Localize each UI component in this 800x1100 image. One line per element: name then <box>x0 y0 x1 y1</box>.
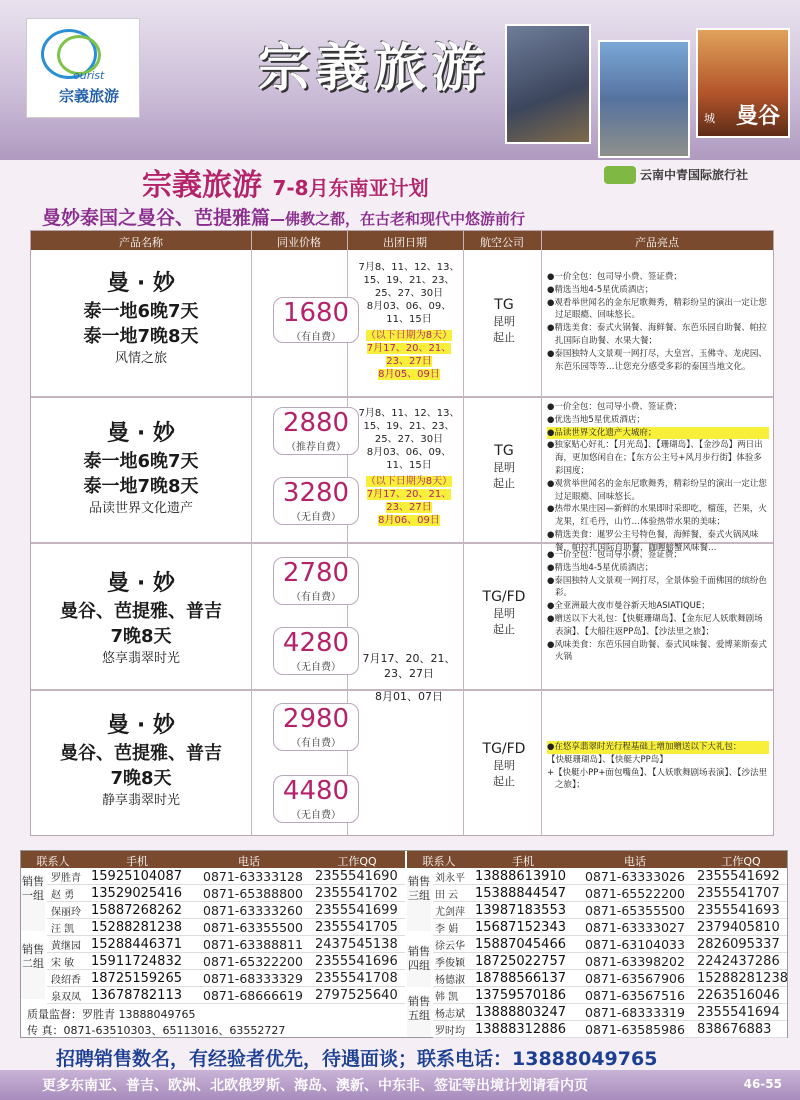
product-1-name: 曼 · 妙 泰一地6晚7天 泰一地7晚8天 风情之旅 <box>83 271 199 366</box>
group-label: 销售一组 <box>21 875 45 931</box>
company-logo <box>26 18 140 118</box>
product-4-features: ●在悠享翡翠时光行程基础上增加赠送以下大礼包： 【快艇珊瑚岛】、【快艇大PP岛】 +【快艇小PP+面包嘴鱼】、【人妖歌舞剧场表演】、【沙法里之旅】； <box>547 742 767 791</box>
product-3-features: ●一价全包：包司导小费、签证费； ●精选当地4-5星优质酒店； ●泰国独特人文景观一网打尽，全景体验千面佛国的缤纷色彩。 ●全亚洲最大夜市曼谷新天地ASIATIQUE； ●赠送以下大礼包：【快艇珊瑚岛】、【金东尼人妖歌舞剧场表演】、【大船往返PP岛】、【沙法里之旅】； ●风味美食：东芭乐园自助餐、泰式风味餐、爱博莱斯泰式火锅 <box>547 550 767 663</box>
logo-en-text: ourist <box>73 69 105 82</box>
col-price: 同业价格 <box>277 236 321 249</box>
contact-table <box>20 850 788 1038</box>
shared-dates: 7月17、20、21、 23、27日 8月01、07日 <box>362 652 456 703</box>
page-number: 46-55 <box>743 1077 782 1091</box>
agency-name: 云南中青国际旅行社 <box>640 168 749 182</box>
table-row: 杨志斌 13888803247 0871-68333319 2355541694 <box>433 1004 787 1021</box>
city-small-label: 城 <box>704 112 715 125</box>
quality-supervisor: 质量监督：罗胜青 13888049765 <box>27 1008 196 1021</box>
table-row: 泉双凤 13678782113 0871-68666619 2797525640 <box>47 987 405 1004</box>
product-3-airline: TG/FD 昆明 起止 <box>482 589 526 636</box>
bangkok-photo <box>696 28 790 138</box>
group-label: 销售三组 <box>407 875 431 931</box>
product-4-airline: TG/FD 昆明 起止 <box>482 741 526 788</box>
table-row: 汪 凯 15288281238 0871-63355500 2355541705 <box>47 919 405 936</box>
table-row: 季俊颖 18725022757 0871-63398202 2242437286 <box>433 953 787 970</box>
product-1-dates: 7月8、11、12、13、 15、19、21、23、 25、27、30日 8月03、06、09、 11、15日 （以下日期为8天） 7月17、20、21、 23、27日 8月05、09日 <box>358 262 460 380</box>
col-features: 产品亮点 <box>635 236 679 249</box>
more-info-text: 更多东南亚、普吉、欧洲、北欧俄罗斯、海岛、澳新、中东非、签证等出境计划请看内页 <box>42 1078 588 1094</box>
singapore-photo <box>598 40 690 158</box>
product-3-price-b: 4280 （无自费） <box>273 627 359 675</box>
table-header <box>31 231 773 250</box>
table-row: 宋 敏 15911724832 0871-65322200 2355541696 <box>47 953 405 970</box>
product-4-price-b: 4480 （无自费） <box>273 775 359 823</box>
brand-title: 宗義旅游 <box>258 39 491 99</box>
table-row: 杨德淑 18788566137 0871-63567906 15288281238 <box>435 971 788 986</box>
contacts-right <box>407 851 788 1037</box>
product-2-price-a: 2880 （推荐自费） <box>273 407 359 455</box>
table-row: 罗胜青 15925104087 0871-63333128 2355541690 <box>47 868 405 885</box>
contacts-left-header: 联系人 手机 电话 工作QQ <box>21 851 405 868</box>
group-label: 销售四组 <box>407 945 431 987</box>
product-4-price-a: 2980 （有自费） <box>273 703 359 751</box>
recruit-notice: 招聘销售数名，有经验者优先，待遇面谈；联系电话：13888049765 <box>56 1048 658 1070</box>
col-dates: 出团日期 <box>383 236 427 249</box>
logo-cn-text: 宗義旅游 <box>59 87 120 105</box>
group-label: 销售五组 <box>407 995 431 1037</box>
page-title: 宗義旅游 7-8月东南亚计划 <box>142 168 429 203</box>
table-row: 赵 勇 13529025416 0871-65388800 2355541702 <box>47 885 405 902</box>
table-row: 黄继园 15288446371 0871-63388811 2437545138 <box>47 936 405 953</box>
table-row: 保丽玲 15887268262 0871-63333260 2355541699 <box>47 902 405 919</box>
col-airline: 航空公司 <box>480 236 524 249</box>
table-row: 刘永平 13888613910 0871-63333026 2355541692 <box>433 868 787 885</box>
fax-numbers: 传 真：0871-63510303、65113016、63552727 <box>27 1024 286 1037</box>
product-1-airline: TG 昆明 起止 <box>493 297 515 344</box>
table-row: 罗时均 13888312886 0871-63585986 838676883 <box>433 1021 787 1038</box>
subtitle-suffix: —佛教之都，在古老和现代中悠游前行 <box>270 210 526 228</box>
table-row: 李 娟 15687152343 0871-63333027 2379405810 <box>433 919 787 936</box>
product-4-name: 曼 · 妙 曼谷、芭提雅、普吉 7晚8天 静享翡翠时光 <box>60 713 222 808</box>
table-row: 徐云华 15887045466 0871-63104033 2826095337 <box>433 936 787 953</box>
product-1-price: 1680 （有自费） <box>273 297 359 343</box>
header-banner <box>0 0 800 160</box>
col-product: 产品名称 <box>119 236 163 249</box>
product-2-features: ●一价全包：包司导小费、签证费； ●优选当地5星优质酒店； ●品读世界文化遗产大城府； ●独家贴心好礼：【月光岛】、【珊瑚岛】、【金沙岛】两日出海，更加悠闲自在；【东方公主号+风月步行街】体验多彩国度； ●观赏举世闻名的金东尼歌舞秀，精彩纷呈的演出一定让您过足眼瘾、回味悠长。 ●热带水果庄园—新鲜的水果即时采即吃，榴莲，芒果，火龙果，红毛丹，山竹…体验热带水果的美味； ●精选美食：暹罗公主号特色餐，海鲜餐，泰式火锅风味餐，帕拉扎国际自助餐，咖喱螃蟹风味餐… <box>547 401 769 555</box>
group-3-rows <box>433 868 787 1038</box>
product-1-features: ●一价全包：包司导小费、签证费； ●精选当地4-5星优质酒店； ●观看举世闻名的金东尼歌舞秀，精彩纷呈的演出一定让您过足眼瘾、回味悠长。 ●精选美食：泰式火锅餐、海鲜餐、东芭乐园自助餐、帕拉扎国际自助餐、水果大餐； ●泰国独特人文景观一网打尽，大皇宫、玉佛寺、龙虎园、东芭乐园等等…让您充分感受多彩的泰国当地文化。 <box>547 272 767 372</box>
city-label: 曼谷 <box>735 104 780 129</box>
product-2-airline: TG 昆明 起止 <box>493 443 515 490</box>
group-label: 销售二组 <box>21 943 45 999</box>
product-3-name: 曼 · 妙 曼谷、芭提雅、普吉 7晚8天 悠享翡翠时光 <box>60 571 222 666</box>
agency-logo-icon <box>604 166 636 184</box>
page-subtitle: 曼妙泰国之曼谷、芭提雅篇—佛教之都，在古老和现代中悠游前行 <box>42 207 526 229</box>
product-2-name: 曼 · 妙 泰一地6晚7天 泰一地7晚8天 品读世界文化遗产 <box>83 421 199 516</box>
contacts-right-header: 联系人 手机 电话 工作QQ <box>407 851 787 868</box>
table-row: 韩 凯 13759570186 0871-63567516 2263516046 <box>433 987 787 1004</box>
product-3-price-a: 2780 （有自费） <box>273 557 359 605</box>
product-table <box>30 230 774 836</box>
product-2-dates: 7月8、11、12、13、 15、19、21、23、 25、27、30日 8月03、06、09、 11、15日 （以下日期为8天） 7月17、20、21、 23、27日 8月06、09日 <box>358 408 460 526</box>
contacts-left <box>21 851 405 1037</box>
table-row: 田 云 15388844547 0871-65522200 2355541707 <box>433 885 787 902</box>
title-suffix: 7-8月东南亚计划 <box>272 176 429 200</box>
kl-towers-photo <box>505 24 591 144</box>
product-2-price-b: 3280 （无自费） <box>273 477 359 525</box>
table-row: 段绍香 18725159265 0871-68333329 2355541708 <box>47 970 405 987</box>
footer-bar <box>0 1070 800 1100</box>
table-row: 尤剑萍 13987183553 0871-65355500 2355541693 <box>433 902 787 919</box>
group-1-rows <box>47 868 405 1004</box>
